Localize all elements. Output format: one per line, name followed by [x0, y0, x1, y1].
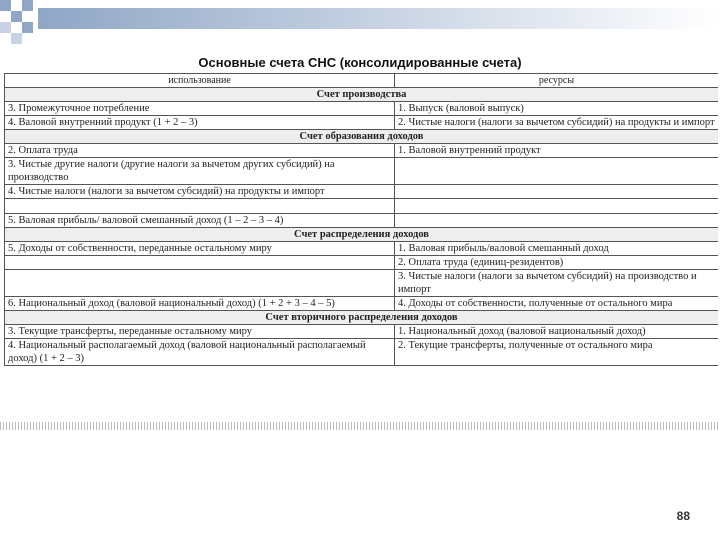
scan-edge-hatch	[0, 422, 720, 430]
section-title-row	[5, 311, 719, 325]
decorative-square	[11, 33, 22, 44]
resources-cell	[395, 199, 719, 214]
section-title-row	[5, 228, 719, 242]
resources-cell	[395, 158, 719, 185]
header-uses: использование	[5, 74, 395, 88]
table-row	[5, 242, 719, 256]
table-row	[5, 199, 719, 214]
resources-cell	[395, 185, 719, 199]
uses-cell	[5, 199, 395, 214]
uses-cell: 4. Валовой внутренний продукт (1 + 2 – 3)	[5, 116, 395, 130]
header-resources: ресурсы	[395, 74, 719, 88]
decorative-gradient-bar	[38, 8, 720, 29]
accounts-table-body	[5, 74, 719, 366]
table-row	[5, 339, 719, 366]
uses-cell: 3. Промежуточное потребление	[5, 102, 395, 116]
table-row	[5, 144, 719, 158]
uses-cell: 4. Национальный располагаемый доход (валовой национальный располагаемый доход) (1 + 2 – 3)	[5, 339, 395, 366]
table-row	[5, 214, 719, 228]
section-title: Счет производства	[5, 88, 719, 102]
resources-cell: 1. Валовая прибыль/валовой смешанный доход	[395, 242, 719, 256]
table-row	[5, 185, 719, 199]
table-row	[5, 116, 719, 130]
decorative-square	[11, 11, 22, 22]
table-row	[5, 297, 719, 311]
uses-cell: 2. Оплата труда	[5, 144, 395, 158]
decorative-square	[22, 22, 33, 33]
slide-title: Основные счета СНС (консолидированные счета)	[198, 55, 522, 70]
resources-cell: 1. Валовой внутренний продукт	[395, 144, 719, 158]
table-row	[5, 325, 719, 339]
uses-cell: 3. Текущие трансферты, переданные остальному миру	[5, 325, 395, 339]
resources-cell: 2. Чистые налоги (налоги за вычетом субсидий) на продукты и импорт	[395, 116, 719, 130]
uses-cell	[5, 270, 395, 297]
uses-cell: 6. Национальный доход (валовой национальный доход) (1 + 2 + 3 – 4 – 5)	[5, 297, 395, 311]
corner-decoration	[0, 0, 720, 50]
resources-cell: 1. Выпуск (валовой выпуск)	[395, 102, 719, 116]
accounts-table	[4, 73, 718, 366]
resources-cell	[395, 214, 719, 228]
table-row	[5, 256, 719, 270]
section-title: Счет распределения доходов	[5, 228, 719, 242]
resources-cell: 1. Национальный доход (валовой национальный доход)	[395, 325, 719, 339]
table-header-row	[5, 74, 719, 88]
page-number: 88	[676, 509, 690, 523]
decorative-square	[0, 22, 11, 33]
uses-cell: 5. Доходы от собственности, переданные остальному миру	[5, 242, 395, 256]
section-title: Счет вторичного распределения доходов	[5, 311, 719, 325]
uses-cell: 4. Чистые налоги (налоги за вычетом субсидий) на продукты и импорт	[5, 185, 395, 199]
decorative-square	[22, 0, 33, 11]
resources-cell: 2. Оплата труда (единиц-резидентов)	[395, 256, 719, 270]
uses-cell: 3. Чистые другие налоги (другие налоги за вычетом других субсидий) на производство	[5, 158, 395, 185]
section-title-row	[5, 88, 719, 102]
uses-cell	[5, 256, 395, 270]
table-row	[5, 270, 719, 297]
table-row	[5, 158, 719, 185]
section-title: Счет образования доходов	[5, 130, 719, 144]
decorative-square	[0, 0, 11, 11]
uses-cell: 5. Валовая прибыль/ валовой смешанный доход (1 – 2 – 3 – 4)	[5, 214, 395, 228]
section-title-row	[5, 130, 719, 144]
table-row	[5, 102, 719, 116]
resources-cell: 2. Текущие трансферты, полученные от остального мира	[395, 339, 719, 366]
resources-cell: 4. Доходы от собственности, полученные от остального мира	[395, 297, 719, 311]
resources-cell: 3. Чистые налоги (налоги за вычетом субсидий) на производство и импорт	[395, 270, 719, 297]
accounts-sheet	[4, 73, 718, 428]
